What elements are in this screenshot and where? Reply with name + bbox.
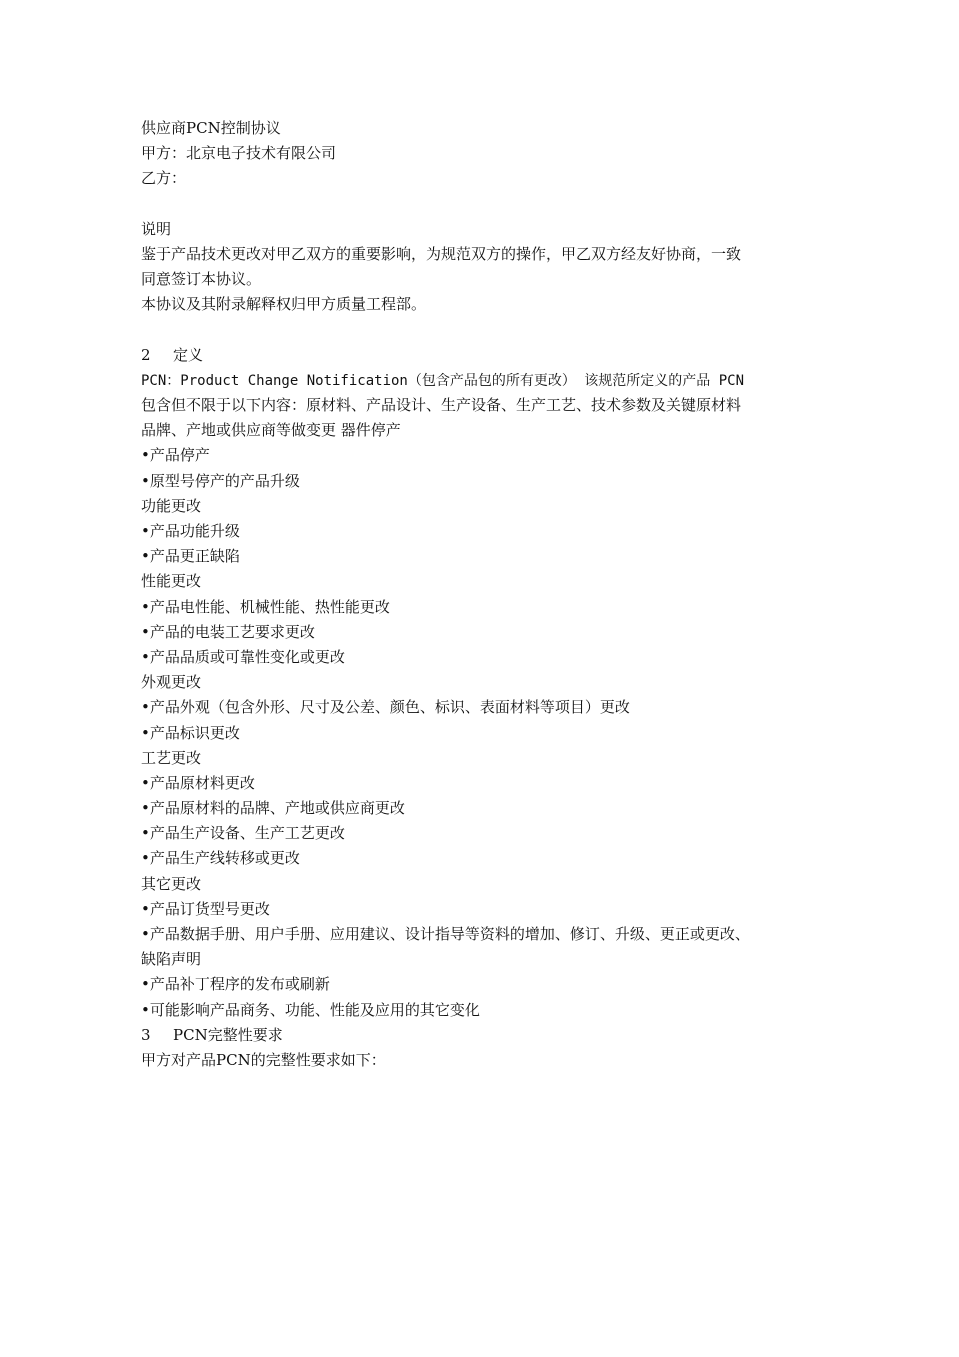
- list-item: •产品功能升级: [141, 522, 240, 540]
- list-item: •产品停产: [141, 446, 210, 465]
- spacer: [141, 318, 821, 343]
- category-heading: 其它更改: [141, 874, 202, 893]
- definition-list: [141, 443, 821, 1022]
- intro-paragraph: 本协议及其附录解释权归甲方质量工程部。: [141, 295, 427, 314]
- category-heading: 外观更改: [141, 673, 202, 692]
- definition-text: PCN：Product Change Notification（包含产品包的所有更改） 该规范所定义的产品 PCN: [141, 372, 745, 389]
- list-item: •产品标识更改: [141, 723, 240, 742]
- category-heading: 工艺更改: [141, 748, 202, 767]
- document-page: [141, 116, 821, 1073]
- list-item: •产品的电装工艺要求更改: [141, 622, 315, 641]
- list-item: •产品订货型号更改: [141, 899, 270, 918]
- category-heading: 性能更改: [141, 572, 202, 591]
- definition-line: 包含但不限于以下内容：原材料、产品设计、生产设备、生产工艺、技术参数及关键原材料: [141, 396, 742, 415]
- list-item: •产品外观（包含外形、尺寸及公差、颜色、标识、表面材料等项目）更改: [141, 698, 630, 717]
- list-item: •产品原材料更改: [141, 773, 255, 792]
- list-item: •可能影响产品商务、功能、性能及应用的其它变化: [141, 1000, 480, 1019]
- list-item: •产品更正缺陷: [141, 547, 240, 566]
- spacer: [141, 192, 821, 217]
- list-item-continuation: 缺陷声明: [141, 950, 202, 969]
- list-item: •产品补丁程序的发布或刷新: [141, 975, 330, 994]
- intro-heading: 说明: [141, 219, 172, 238]
- section-number: 2: [141, 345, 151, 364]
- section-3-heading: [141, 1023, 821, 1048]
- document-title: 供应商PCN控制协议: [141, 119, 281, 137]
- party-a: 甲方：北京电子技术有限公司: [141, 144, 337, 163]
- intro-paragraph-line: 同意签订本协议。: [141, 270, 262, 289]
- list-item: •产品原材料的品牌、产地或供应商更改: [141, 799, 405, 818]
- category-heading: 功能更改: [141, 496, 202, 515]
- definition-line: [141, 368, 821, 393]
- intro-paragraph-line: 鉴于产品技术更改对甲乙双方的重要影响，为规范双方的操作，甲乙双方经友好协商，一致: [141, 244, 742, 263]
- list-item: •产品品质或可靠性变化或更改: [141, 647, 345, 666]
- list-item: •产品数据手册、用户手册、应用建议、设计指导等资料的增加、修订、升级、更正或更改、: [141, 925, 750, 943]
- section-3-paragraph: 甲方对产品PCN的完整性要求如下：: [141, 1050, 386, 1069]
- list-item: •原型号停产的产品升级: [141, 471, 300, 490]
- list-item: •产品生产设备、生产工艺更改: [141, 824, 345, 843]
- definition-line: 品牌、产地或供应商等做变更 器件停产: [141, 421, 401, 440]
- list-item: •产品电性能、机械性能、热性能更改: [141, 597, 390, 616]
- section-title: 定义: [173, 345, 204, 364]
- party-b: 乙方：: [141, 169, 187, 188]
- section-number: 3: [141, 1025, 151, 1044]
- section-title: PCN完整性要求: [173, 1025, 283, 1044]
- section-2-heading: [141, 343, 821, 368]
- list-item: •产品生产线转移或更改: [141, 849, 300, 868]
